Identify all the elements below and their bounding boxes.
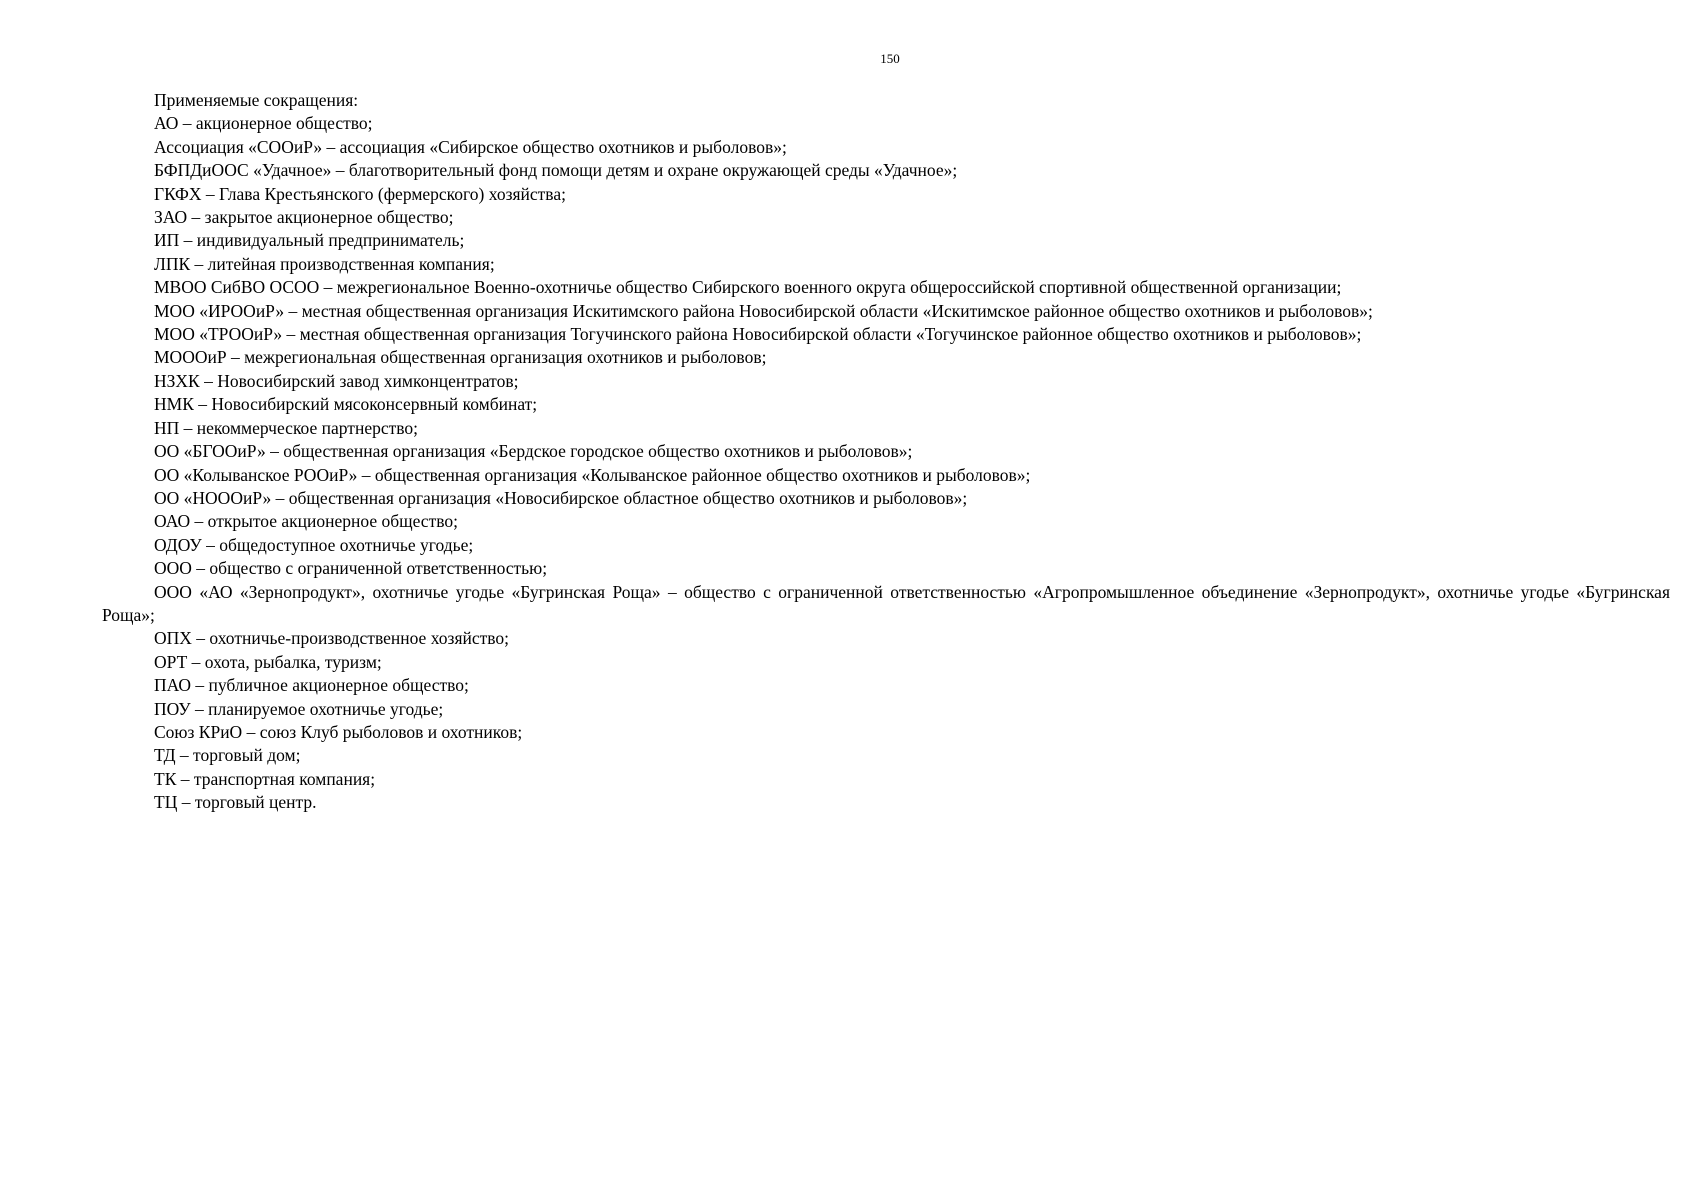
abbreviation-item: ИП – индивидуальный предприниматель; [154,230,465,251]
abbreviation-item: ТК – транспортная компания; [154,768,376,789]
abbreviation-item: ЗАО – закрытое акционерное общество; [154,207,454,228]
page-number: 150 [880,51,900,66]
abbreviation-item: ОАО – открытое акционерное общество; [154,511,458,532]
abbreviation-item: АО – акционерное общество; [154,113,373,134]
abbreviation-item: Союз КРиО – союз Клуб рыболовов и охотников; [154,721,523,742]
abbreviation-item: ООО – общество с ограниченной ответственностью; [154,558,548,579]
abbreviation-item: НП – некоммерческое партнерство; [154,417,419,438]
abbreviation-item: МВОО СибВО ОСОО – межрегиональное Военно-охотничье общество Сибирского военного округа общероссийской спортивной общественной организации; [154,277,1342,298]
abbreviation-item: НЗХК – Новосибирский завод химконцентратов; [154,370,519,391]
abbreviation-item: ОПХ – охотничье-производственное хозяйство; [154,628,510,649]
abbreviation-item: ОО «НОООиР» – общественная организация «Новосибирское областное общество охотников и рыболовов»; [154,487,968,508]
abbreviation-item: ТД – торговый дом; [154,745,301,766]
abbreviations-list [102,89,1670,815]
abbreviation-item: ОДОУ – общедоступное охотничье угодье; [154,534,474,555]
abbreviation-item: МОО «ТРООиР» – местная общественная организация Тогучинского района Новосибирской области «Тогучинское районное общество охотников и рыболовов»; [154,324,1362,345]
abbreviation-item: ТЦ – торговый центр. [154,792,317,813]
abbreviation-item: ОО «Колыванское РООиР» – общественная организация «Колыванское районное общество охотников и рыболовов»; [154,464,1031,485]
abbreviations-heading: Применяемые сокращения: [154,90,359,110]
abbreviation-item: МОО «ИРООиР» – местная общественная организация Искитимского района Новосибирской области «Искитимское районное общество охотников и рыболовов»; [154,300,1373,321]
abbreviation-item: ПАО – публичное акционерное общество; [154,675,469,696]
abbreviation-item: ОО «БГООиР» – общественная организация «Бердское городское общество охотников и рыболовов»; [154,441,913,462]
abbreviation-item: БФПДиООС «Удачное» – благотворительный фонд помощи детям и охране окружающей среды «Удачное»; [154,160,958,181]
abbreviation-item: ООО «АО «Зернопродукт», охотничье угодье «Бугринская Роща» – общество с ограниченной ответственностью «Агропромышленное объединение «Зернопродукт», охотничье угодье «Бугринская Роща»; [102,581,1670,625]
abbreviation-item: ЛПК – литейная производственная компания; [154,253,495,274]
abbreviation-item: ПОУ – планируемое охотничье угодье; [154,698,444,719]
abbreviation-item: МОООиР – межрегиональная общественная организация охотников и рыболовов; [154,347,767,368]
abbreviation-item: Ассоциация «СООиР» – ассоциация «Сибирское общество охотников и рыболовов»; [154,136,787,157]
abbreviation-item: ГКФХ – Глава Крестьянского (фермерского) хозяйства; [154,183,566,204]
abbreviation-item: НМК – Новосибирский мясоконсервный комбинат; [154,394,538,415]
abbreviation-item: ОРТ – охота, рыбалка, туризм; [154,651,382,672]
